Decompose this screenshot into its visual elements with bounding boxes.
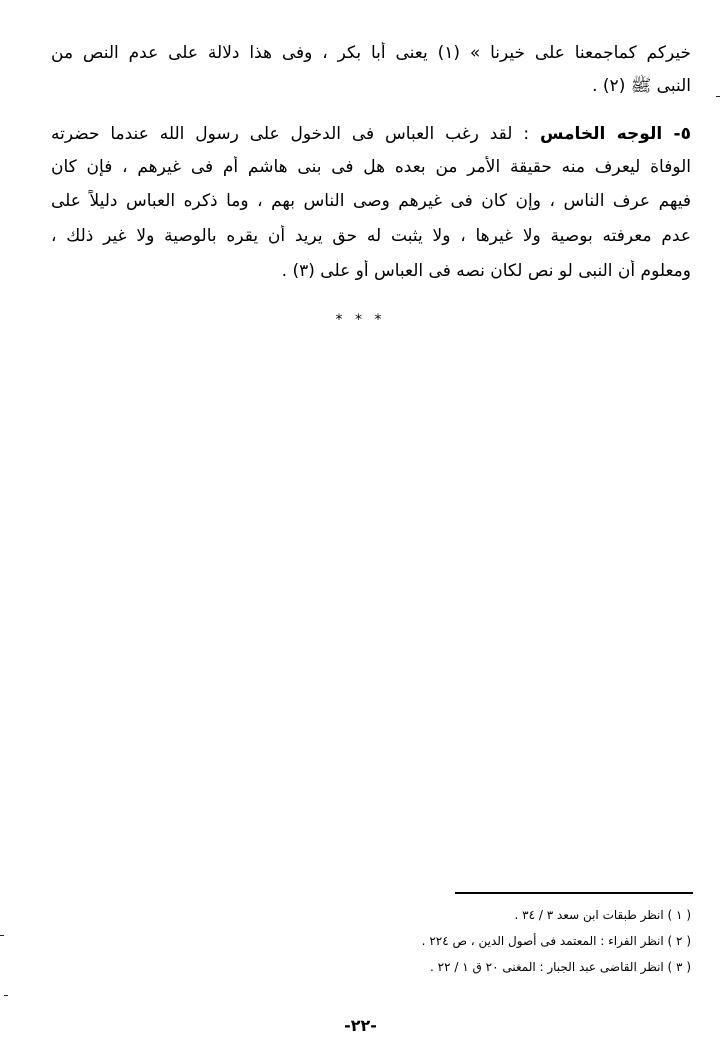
footnote-3: ( ٣ ) انظر القاضى عبد الجبار : المغنى ٢٠ ق ١ / ٢٢ . (430, 960, 691, 974)
scan-edge-mark-low (4, 995, 8, 996)
section-separator-stars: * * * (335, 312, 386, 328)
footnote-2: ( ٢ ) انظر الفراء : المعتمد فى أصول الدين ، ص ٢٢٤ . (421, 934, 691, 948)
footnote-1: ( ١ ) انظر طبقات ابن سعد ٣ / ٣٤ . (514, 908, 691, 922)
footnote-rule (455, 892, 693, 894)
body-line-7: ومعلوم أن النبى لو نص لكان نصه فى العباس أو على (٣) . (281, 261, 691, 281)
scan-edge-mark-mid (0, 935, 4, 936)
body-line-2: النبى ﷺ (٢) . (592, 76, 691, 96)
page-number: -٢٢- (344, 1016, 377, 1035)
body-line-5: فيهم عرف الناس ، وإن كان فى غيرهم وصى الناس بهم ، وما ذكره العباس دليلاً على (51, 191, 691, 211)
body-line-1: خيركم كماجمعنا على خيرنا » (١) يعنى أبا بكر ، وفى هذا دلالة على عدم النص من (51, 43, 691, 63)
body-line-3 (51, 123, 691, 145)
scan-edge-mark-top (716, 96, 720, 97)
body-line-6: عدم معرفته بوصية ولا غيرها ، ولا يثبت له حق يريد أن يقره بالوصية ولا غير ذلك ، (51, 226, 691, 246)
body-line-3-text: : لقد رغب العباس فى الدخول على رسول الله عندما حضرته (51, 124, 530, 144)
section-heading-fifth-aspect: ٥- الوجه الخامس (539, 124, 691, 144)
body-line-4: الوفاة ليعرف منه حقيقة الأمر من بعده هل فى بنى هاشم أم فى غيرهم ، فإن كان (51, 157, 691, 177)
